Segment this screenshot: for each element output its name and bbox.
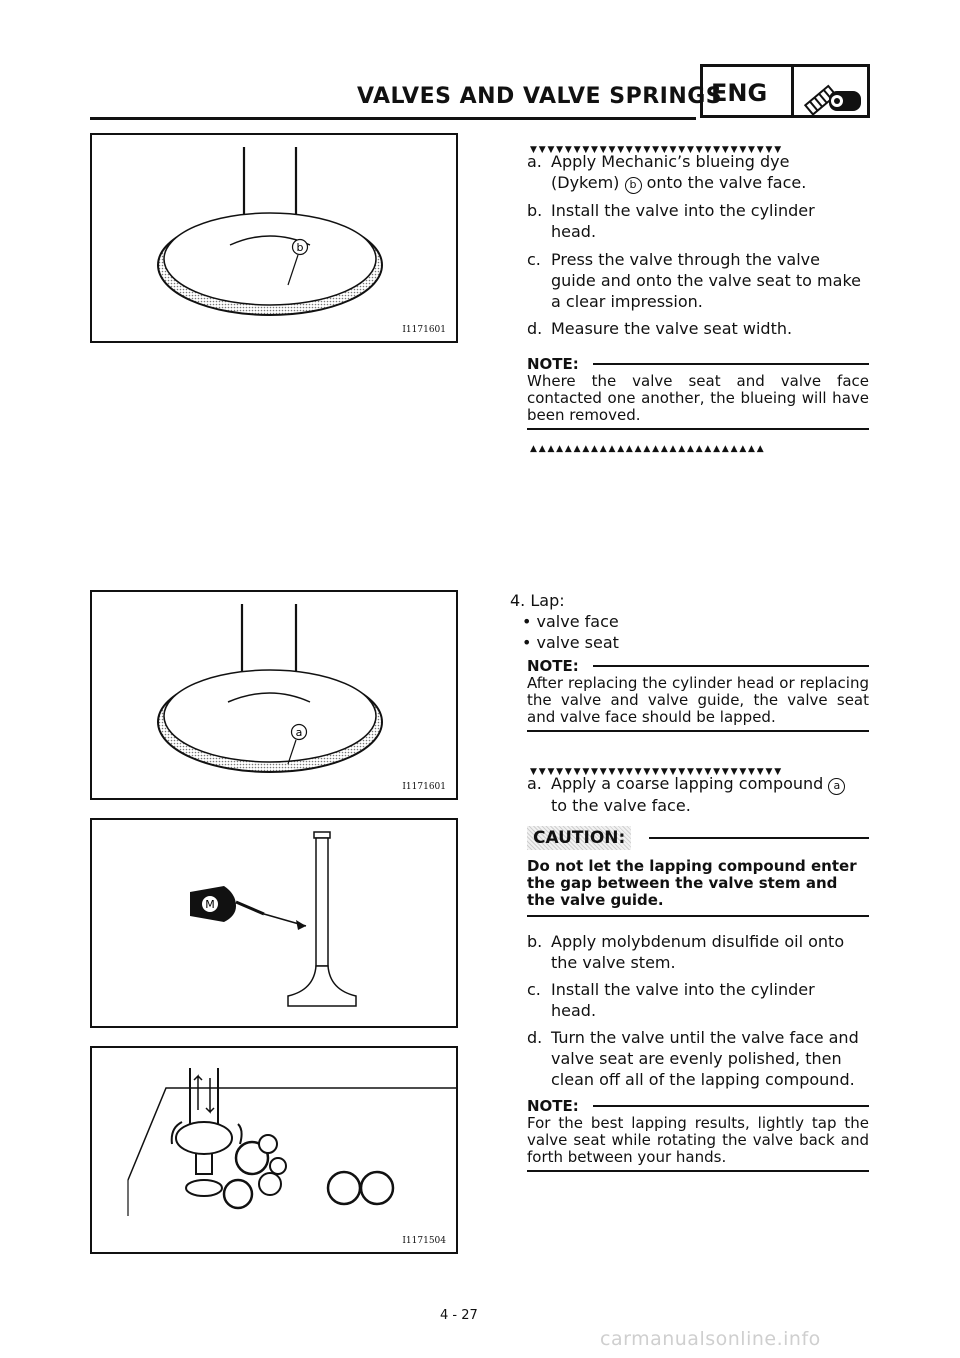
note-3 — [527, 1097, 869, 1172]
figure-id: I1171504 — [402, 1236, 446, 1246]
step-1c: c. Press the valve through the valve guide and onto the valve seat to make a clear impression. — [527, 250, 861, 311]
note-text: Where the valve seat and valve face contacted one another, the blueing will have been removed. — [527, 372, 869, 424]
valve-stem-illustration — [92, 820, 456, 1026]
callout-m: M — [205, 898, 215, 911]
note-label: NOTE: — [527, 355, 579, 373]
callout-a: a — [295, 726, 303, 739]
section-badge-label: ENG — [711, 79, 768, 107]
note-label: NOTE: — [527, 657, 579, 675]
lapping-tool-illustration — [92, 1048, 456, 1252]
note-text: For the best lapping results, lightly tap the valve seat while rotating the valve back and forth between your hands. — [527, 1114, 869, 1166]
procedure-start-marker: ▼▼▼▼▼▼▼▼▼▼▼▼▼▼▼▼▼▼▼▼▼▼▼▼▼▼▼▼▼ — [530, 145, 783, 155]
figure-id: I1171601 — [402, 325, 446, 335]
procedure-end-marker: ▲▲▲▲▲▲▲▲▲▲▲▲▲▲▲▲▲▲▲▲▲▲▲▲▲▲▲ — [530, 444, 766, 454]
figure-lapping-tool — [90, 1046, 458, 1254]
note-text: After replacing the cylinder head or replacing the valve and valve guide, the valve seat and valve face should be lapped. — [527, 674, 869, 726]
step-1a: a. Apply Mechanic’s blueing dye (Dykem) b onto the valve face. — [527, 152, 807, 192]
figure-valve-blueing — [90, 133, 458, 343]
watermark: carmanualsonline.info — [600, 1328, 821, 1350]
badge-divider — [791, 67, 794, 115]
step-2a: a. Apply a coarse lapping compound a to the valve face. — [527, 773, 869, 816]
caution-label: CAUTION: — [527, 826, 631, 850]
valve-face-illustration — [92, 135, 456, 341]
valve-face-illustration-2 — [92, 592, 456, 798]
step-1d: d. Measure the valve seat width. — [527, 319, 793, 338]
step-2c: c. Install the valve into the cylinder head. — [527, 980, 815, 1020]
step-2b: b. Apply molybdenum disulfide oil onto the valve stem. — [527, 932, 845, 972]
callout-circle-a: a — [828, 778, 845, 795]
caution-text: Do not let the lapping compound enter the gap between the valve stem and the valve guide. — [527, 857, 857, 909]
step-4-title: 4. Lap: — [510, 591, 565, 610]
note-2 — [527, 657, 869, 732]
caution-box — [527, 826, 869, 917]
bullet-valve-face: • valve face — [522, 612, 619, 631]
note-label: NOTE: — [527, 1097, 579, 1115]
step-1b: b. Install the valve into the cylinder head. — [527, 201, 815, 241]
header-rule — [90, 117, 696, 120]
page-number: 4 - 27 — [440, 1308, 478, 1323]
bullet-valve-seat: • valve seat — [522, 633, 619, 652]
callout-b: b — [296, 241, 304, 254]
section-badge — [700, 64, 870, 118]
figure-valve-compound — [90, 590, 458, 800]
note-1 — [527, 355, 869, 430]
engine-wrench-icon — [799, 69, 865, 115]
callout-circle-b: b — [625, 177, 642, 194]
procedure-start-marker-2: ▼▼▼▼▼▼▼▼▼▼▼▼▼▼▼▼▼▼▼▼▼▼▼▼▼▼▼▼▼ — [530, 767, 783, 777]
figure-valve-stem-oil — [90, 818, 458, 1028]
figure-id: I1171601 — [402, 782, 446, 792]
step-2d: d. Turn the valve until the valve face and valve seat are evenly polished, then clean off all of the lapping compound. — [527, 1028, 859, 1089]
page-title: VALVES AND VALVE SPRINGS — [357, 84, 723, 109]
step-4 — [510, 590, 619, 653]
